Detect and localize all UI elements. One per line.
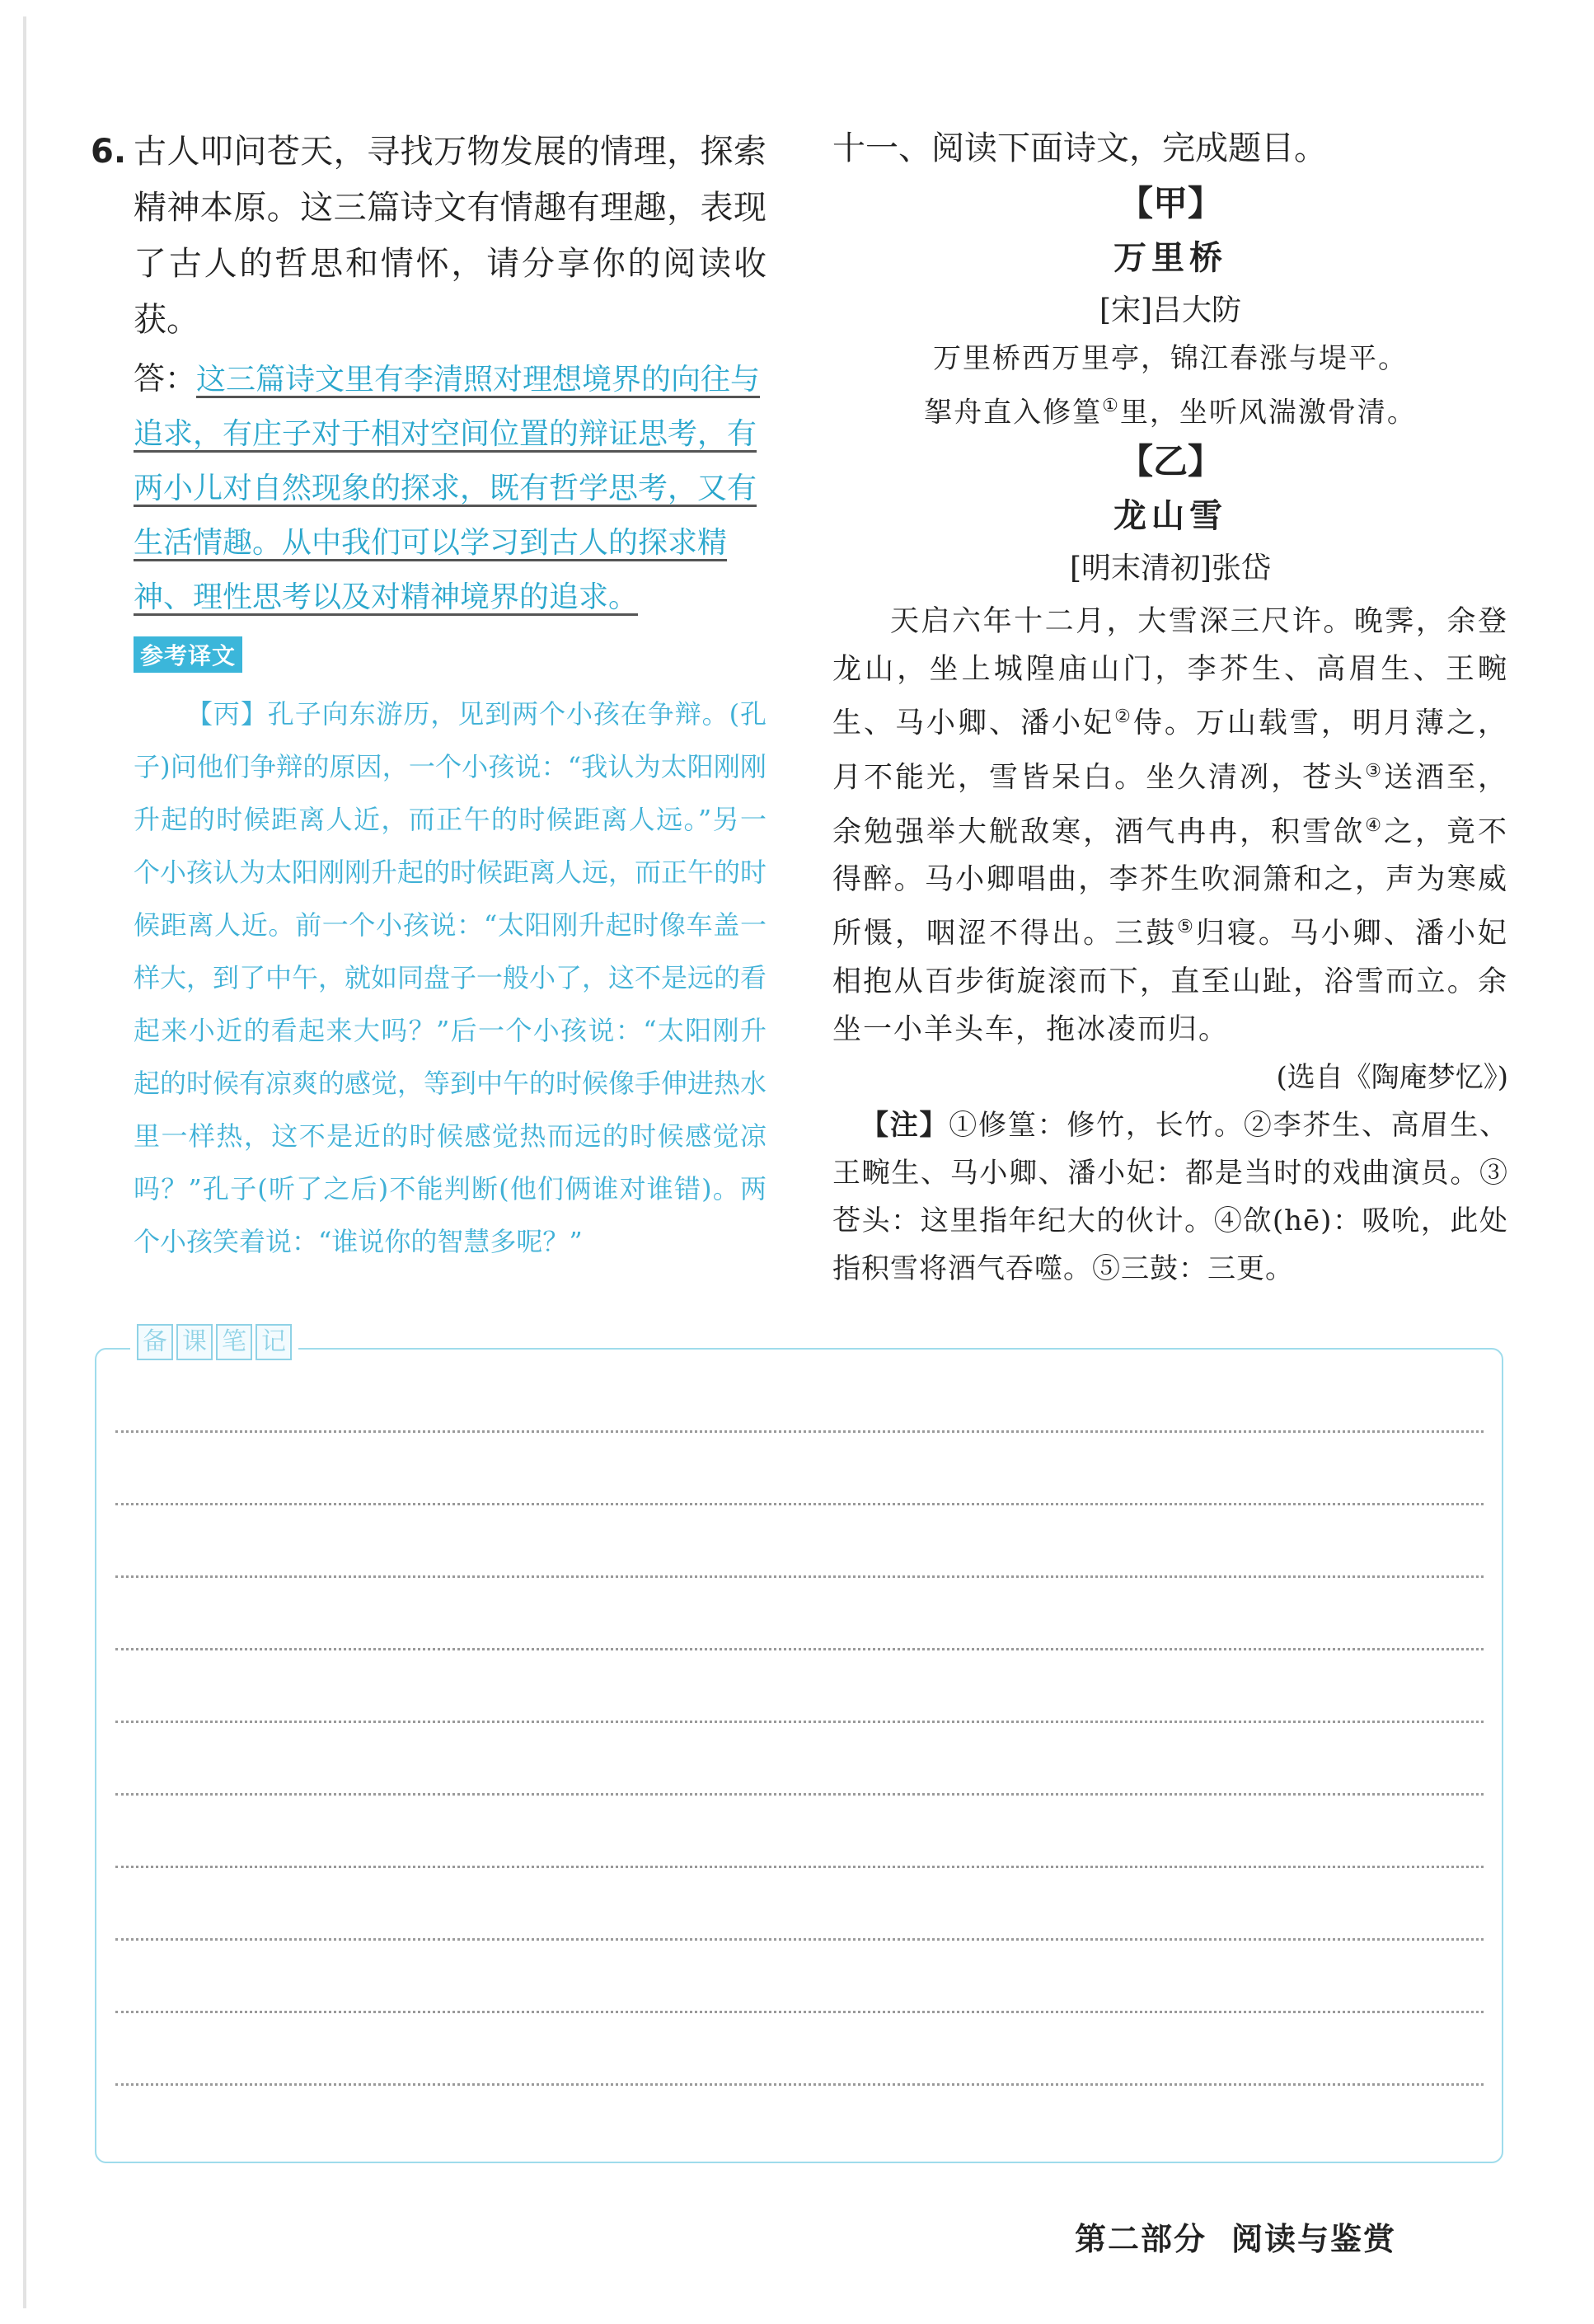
left-column: [91, 124, 767, 1268]
question-6: [91, 124, 767, 348]
reference-translation-badge: 参考译文: [134, 636, 242, 673]
prose-title: 龙山雪: [1113, 496, 1227, 536]
section-heading: 十一、阅读下面诗文，完成题目。: [832, 129, 1327, 167]
part-jia-label: 【甲】: [1118, 183, 1222, 223]
answer-label: 答：: [134, 360, 197, 397]
poem-line-2-b: 里，坐听风湍激骨清。: [1119, 396, 1417, 430]
prose-seg-2: 侍。万山载雪，明月薄之，月不能光，雪皆呆白。坐久清冽，苍头: [832, 707, 1508, 795]
question-text: 古人叩问苍天，寻找万物发展的情理，探索精神本原。这三篇诗文有情趣有理趣，表现了古人的哲思和情怀，请分享你的阅读收获。: [134, 133, 767, 339]
poem-title: 万里桥: [1113, 238, 1227, 277]
notes-title-char-2: 课: [176, 1324, 213, 1360]
writing-line[interactable]: [115, 1866, 1484, 1868]
writing-line[interactable]: [115, 1721, 1484, 1723]
poem-author: [宋]吕大防: [1099, 293, 1242, 327]
answer: [91, 351, 767, 625]
prose-author: [明末清初]张岱: [1069, 552, 1272, 586]
translation-text: 【丙】孔子向东游历，见到两个小孩在争辩。(孔子)问他们争辩的原因，一个小孩说：“我认为太阳刚刚升起的时候距离人近，而正午的时候距离人远。”另一个小孩认为太阳刚刚升起的时候距离人远，而正午的时候距离人近。前一个小孩说：“太阳刚升起时像车盖一样大，到了中午，就如同盘子一般小了，这不是远的看起来小近的看起来大吗？”后一个小孩说：“太阳刚升起的时候有凉爽的感觉，等到中午的时候像手伸进热水里一样热，这不是近的时候感觉热而远的时候感觉凉吗？”孔子(听了之后)不能判断(他们俩谁对谁错)。两个小孩笑着说：“谁说你的智慧多呢？”: [134, 698, 767, 1257]
prose-text: [832, 598, 1508, 1054]
answer-text: 这三篇诗文里有李清照对理想境界的向往与追求，有庄子对于相对空间位置的辩证思考，有两小儿对自然现象的探求，既有哲学思考，又有生活情趣。从中我们可以学习到古人的探求精神、理性思考以及对精神境界的追求。: [134, 363, 761, 614]
poem-line-2-a: 挐舟直入修篁: [924, 396, 1103, 430]
footer-title: 阅读与鉴赏: [1231, 2221, 1396, 2257]
note-ref-3: ③: [1365, 760, 1384, 782]
page-footer: [1075, 2214, 1396, 2259]
note-ref-4: ④: [1365, 815, 1384, 836]
prose-source: (选自《陶庵梦忆》): [1276, 1060, 1508, 1094]
writing-line[interactable]: [115, 1793, 1484, 1796]
poem-line-2: [832, 383, 1508, 436]
notes-text: ①修篁：修竹，长竹。②李芥生、高眉生、王畹生、马小卿、潘小妃：都是当时的戏曲演员。③苍头：这里指年纪大的伙计。④欱(hē)：吸吮，此处指积雪将酒气吞噬。⑤三鼓：三更。: [832, 1108, 1509, 1285]
note-ref-5: ⑤: [1177, 917, 1196, 938]
writing-line[interactable]: [115, 1503, 1484, 1505]
prose-seg-4: 之，竟不得醉。马小卿唱曲，李芥生吹洞箫和之，声为寒威所慑，咽涩不得出。三鼓: [832, 815, 1508, 951]
note-ref-1: ①: [1102, 396, 1120, 416]
notes-title-char-3: 笔: [216, 1324, 252, 1360]
writing-line[interactable]: [115, 1648, 1484, 1650]
notes-title-char-4: 记: [256, 1324, 292, 1360]
scan-edge: [23, 16, 26, 2308]
note-ref-2: ②: [1114, 707, 1133, 728]
notes-title-char-1: 备: [137, 1324, 173, 1360]
part-yi-label: 【乙】: [1118, 441, 1222, 482]
writing-line[interactable]: [115, 2083, 1484, 2086]
prose-seg-5: 归寝。马小卿、潘小妃相抱从百步街旋滚而下，直至山趾，浴雪而立。余坐一小羊头车，拖冰凌而归。: [832, 917, 1508, 1046]
lesson-notes-title: [130, 1324, 298, 1360]
writing-line[interactable]: [115, 2011, 1484, 2013]
footer-part: 第二部分: [1074, 2221, 1207, 2257]
prose-seg-1: 天启六年十二月，大雪深三尺许。晚霁，余登龙山，坐上城隍庙山门，李芥生、高眉生、王畹生、马小卿、潘小妃: [832, 605, 1508, 740]
right-column: [832, 124, 1508, 1293]
writing-line[interactable]: [115, 1938, 1484, 1941]
notes-label: 【注】: [860, 1108, 949, 1142]
writing-line[interactable]: [115, 1430, 1484, 1433]
question-number: 6.: [91, 133, 127, 171]
annotations: [832, 1101, 1508, 1293]
prose-seg-3: 送酒至，余勉强举大觥敌寒，酒气冉冉，积雪欱: [832, 761, 1508, 849]
writing-line[interactable]: [115, 1575, 1484, 1578]
poem-line-1: 万里桥西万里亭，锦江春涨与堤平。: [933, 342, 1408, 375]
lesson-notes-box: [95, 1348, 1503, 2163]
